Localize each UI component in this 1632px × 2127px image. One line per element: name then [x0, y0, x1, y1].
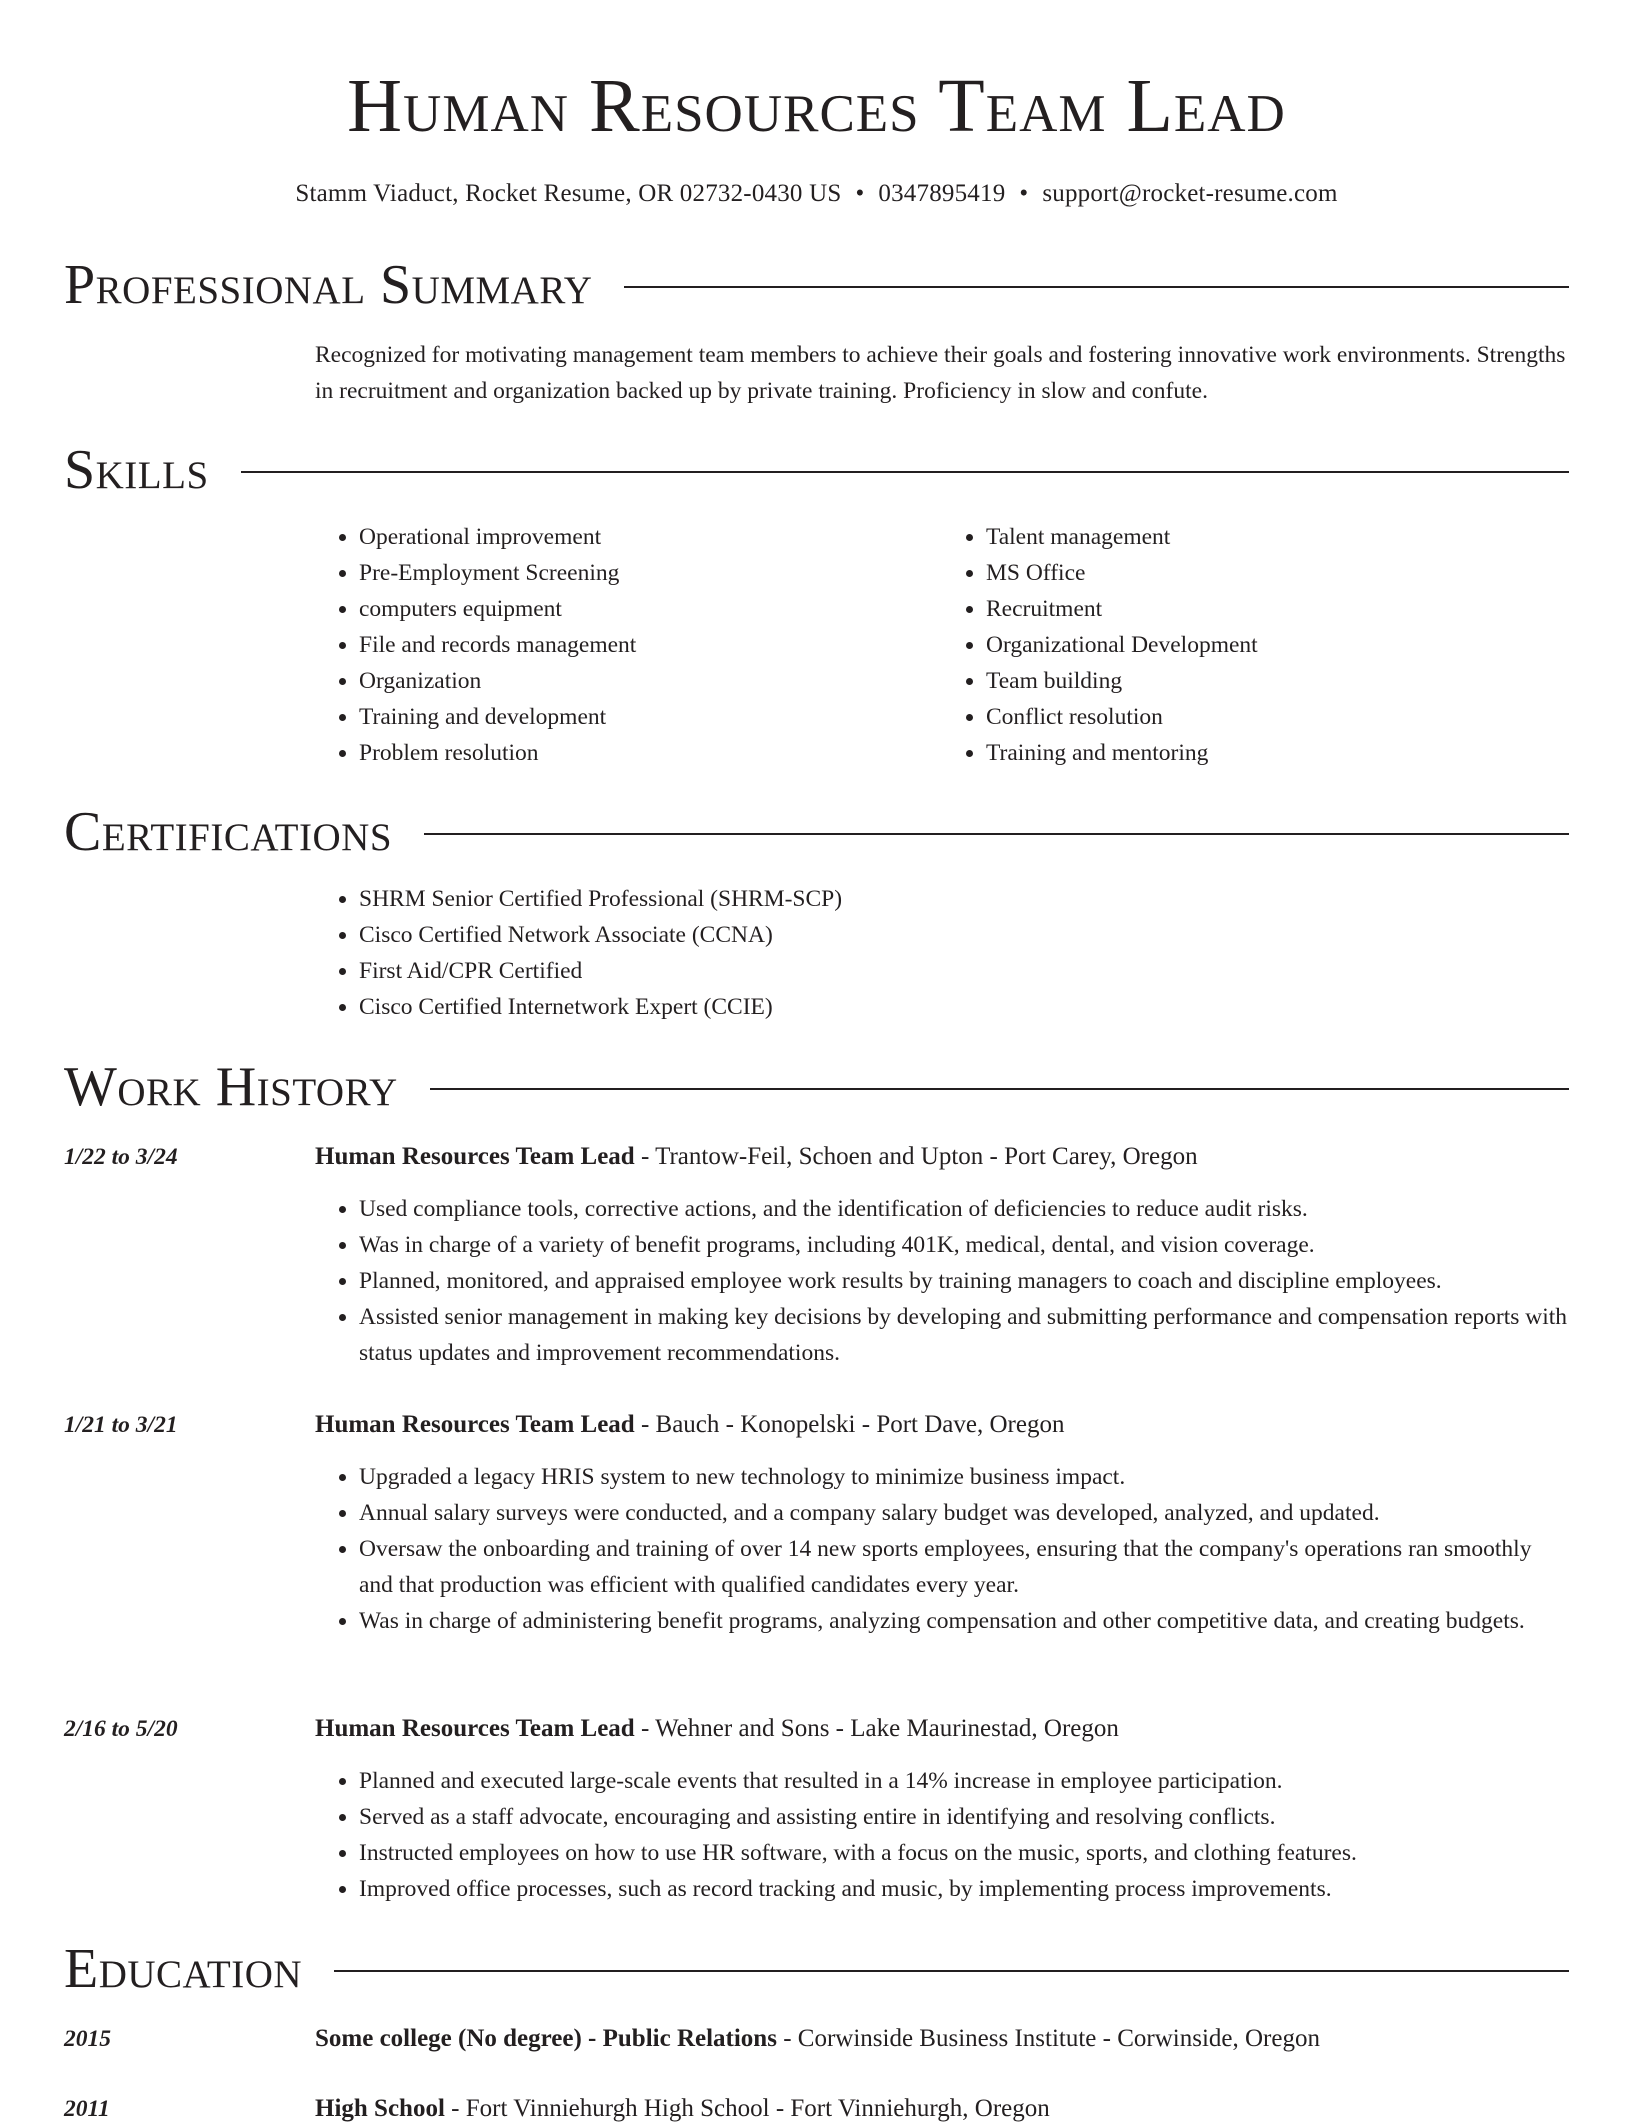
job-dates: 1/22 to 3/24: [64, 1144, 178, 1170]
section-divider: [624, 286, 1569, 288]
contact-line: [64, 178, 1569, 210]
job-heading: [315, 1139, 1569, 1175]
certifications-title: Certifications: [64, 801, 393, 863]
skill-item: • Pre-Employment Screening: [359, 555, 942, 591]
education-year: 2011: [64, 2096, 110, 2122]
skills-column-right: [942, 519, 1569, 771]
skill-item: • Team building: [986, 663, 1569, 699]
section-divider: [241, 471, 1569, 473]
job-bullet: • Improved office processes, such as record tracking and music, by implementing process improvements.: [359, 1871, 1569, 1907]
section-divider: [334, 1970, 1569, 1972]
job-entry: [315, 1407, 1569, 1639]
skill-item: • Recruitment: [986, 591, 1569, 627]
skills-section-heading: [64, 438, 1569, 502]
separator: •: [855, 180, 865, 207]
certification-item: • First Aid/CPR Certified: [359, 953, 1569, 989]
certifications-body: [315, 881, 1569, 1025]
education-section-heading: [64, 1937, 1569, 2001]
skill-item: • Training and development: [359, 699, 942, 735]
email: support@rocket-resume.com: [1042, 180, 1338, 207]
job-bullet: • Planned, monitored, and appraised employee work results by training managers to coach and discipline employees.: [359, 1263, 1569, 1299]
skills-column-left: [315, 519, 942, 771]
job-bullet: • Assisted senior management in making key decisions by developing and submitting performance and compensation reports with status updates and improvement recommendations.: [359, 1299, 1569, 1371]
skill-item: • Operational improvement: [359, 519, 942, 555]
job-title: Human Resources Team Lead: [315, 1715, 635, 1742]
job-entry: [315, 1139, 1569, 1371]
job-title: Human Resources Team Lead: [315, 1411, 635, 1438]
skill-item: • computers equipment: [359, 591, 942, 627]
job-bullet: • Planned and executed large-scale events that resulted in a 14% increase in employee participation.: [359, 1763, 1569, 1799]
skill-item: • MS Office: [986, 555, 1569, 591]
job-bullets: [315, 1191, 1569, 1371]
job-heading: [315, 1407, 1569, 1443]
job-dates: 1/21 to 3/21: [64, 1412, 178, 1438]
education-school: - Corwinside Business Institute - Corwinside, Oregon: [776, 2025, 1320, 2052]
section-divider: [424, 833, 1569, 835]
skills-title: Skills: [64, 439, 209, 501]
education-heading: [315, 2091, 1569, 2127]
summary-text: Recognized for motivating management team members to achieve their goals and fostering innovative work environments. Strengths in recruitment and organization backed up by private training. Proficiency in slow and confute.: [315, 342, 1566, 404]
education-school: - Fort Vinniehurgh High School - Fort Vinniehurgh, Oregon: [444, 2095, 1050, 2122]
skill-item: • File and records management: [359, 627, 942, 663]
summary-section-heading: [64, 253, 1569, 317]
job-bullet: • Instructed employees on how to use HR software, with a focus on the music, sports, and clothing features.: [359, 1835, 1569, 1871]
skills-list: [315, 519, 1569, 771]
skill-item: • Training and mentoring: [986, 735, 1569, 771]
job-dates: 2/16 to 5/20: [64, 1716, 178, 1742]
summary-body: [315, 337, 1569, 409]
job-bullets: [315, 1459, 1569, 1639]
education-degree: Some college (No degree) - Public Relations: [315, 2025, 777, 2052]
job-bullet: • Annual salary surveys were conducted, and a company salary budget was developed, analyzed, and updated.: [359, 1495, 1569, 1531]
job-employer: - Trantow-Feil, Schoen and Upton - Port Carey, Oregon: [634, 1143, 1198, 1170]
job-employer: - Bauch - Konopelski - Port Dave, Oregon: [634, 1411, 1065, 1438]
job-title: Human Resources Team Lead: [315, 1143, 635, 1170]
job-bullet: • Oversaw the onboarding and training of over 14 new sports employees, ensuring that the company's operations ran smoothly and that production was efficient with qualified candidates every year.: [359, 1531, 1569, 1603]
certifications-list: [315, 881, 1569, 1025]
skill-item: • Conflict resolution: [986, 699, 1569, 735]
job-bullet: • Was in charge of a variety of benefit programs, including 401K, medical, dental, and vision coverage.: [359, 1227, 1569, 1263]
separator: •: [1019, 180, 1029, 207]
section-divider: [430, 1088, 1569, 1090]
education-year: 2015: [64, 2026, 111, 2052]
work-title: Work History: [64, 1056, 398, 1118]
certifications-section-heading: [64, 800, 1569, 864]
job-bullets: [315, 1763, 1569, 1907]
skill-item: • Organizational Development: [986, 627, 1569, 663]
education-heading: [315, 2021, 1569, 2057]
skill-item: • Problem resolution: [359, 735, 942, 771]
certification-item: • Cisco Certified Network Associate (CCNA): [359, 917, 1569, 953]
job-entry: [315, 1711, 1569, 1907]
phone: 0347895419: [878, 180, 1006, 207]
summary-title: Professional Summary: [64, 254, 593, 316]
candidate-name: Human Resources Team Lead: [347, 64, 1286, 148]
job-bullet: • Was in charge of administering benefit programs, analyzing compensation and other competitive data, and creating budgets.: [359, 1603, 1569, 1639]
education-entry: [315, 2021, 1569, 2057]
certification-item: • Cisco Certified Internetwork Expert (CCIE): [359, 989, 1569, 1025]
job-employer: - Wehner and Sons - Lake Maurinestad, Oregon: [634, 1715, 1119, 1742]
job-bullet: • Used compliance tools, corrective actions, and the identification of deficiencies to reduce audit risks.: [359, 1191, 1569, 1227]
education-degree: High School: [315, 2095, 445, 2122]
job-bullet: • Upgraded a legacy HRIS system to new technology to minimize business impact.: [359, 1459, 1569, 1495]
address: Stamm Viaduct, Rocket Resume, OR 02732-0430 US: [295, 180, 842, 207]
education-entry: [315, 2091, 1569, 2127]
education-title: Education: [64, 1938, 303, 2000]
skill-item: • Organization: [359, 663, 942, 699]
resume-page: [64, 0, 1569, 2122]
job-bullet: • Served as a staff advocate, encouraging and assisting entire in identifying and resolving conflicts.: [359, 1799, 1569, 1835]
certification-item: • SHRM Senior Certified Professional (SHRM-SCP): [359, 881, 1569, 917]
skill-item: • Talent management: [986, 519, 1569, 555]
work-section-heading: [64, 1055, 1569, 1119]
job-heading: [315, 1711, 1569, 1747]
